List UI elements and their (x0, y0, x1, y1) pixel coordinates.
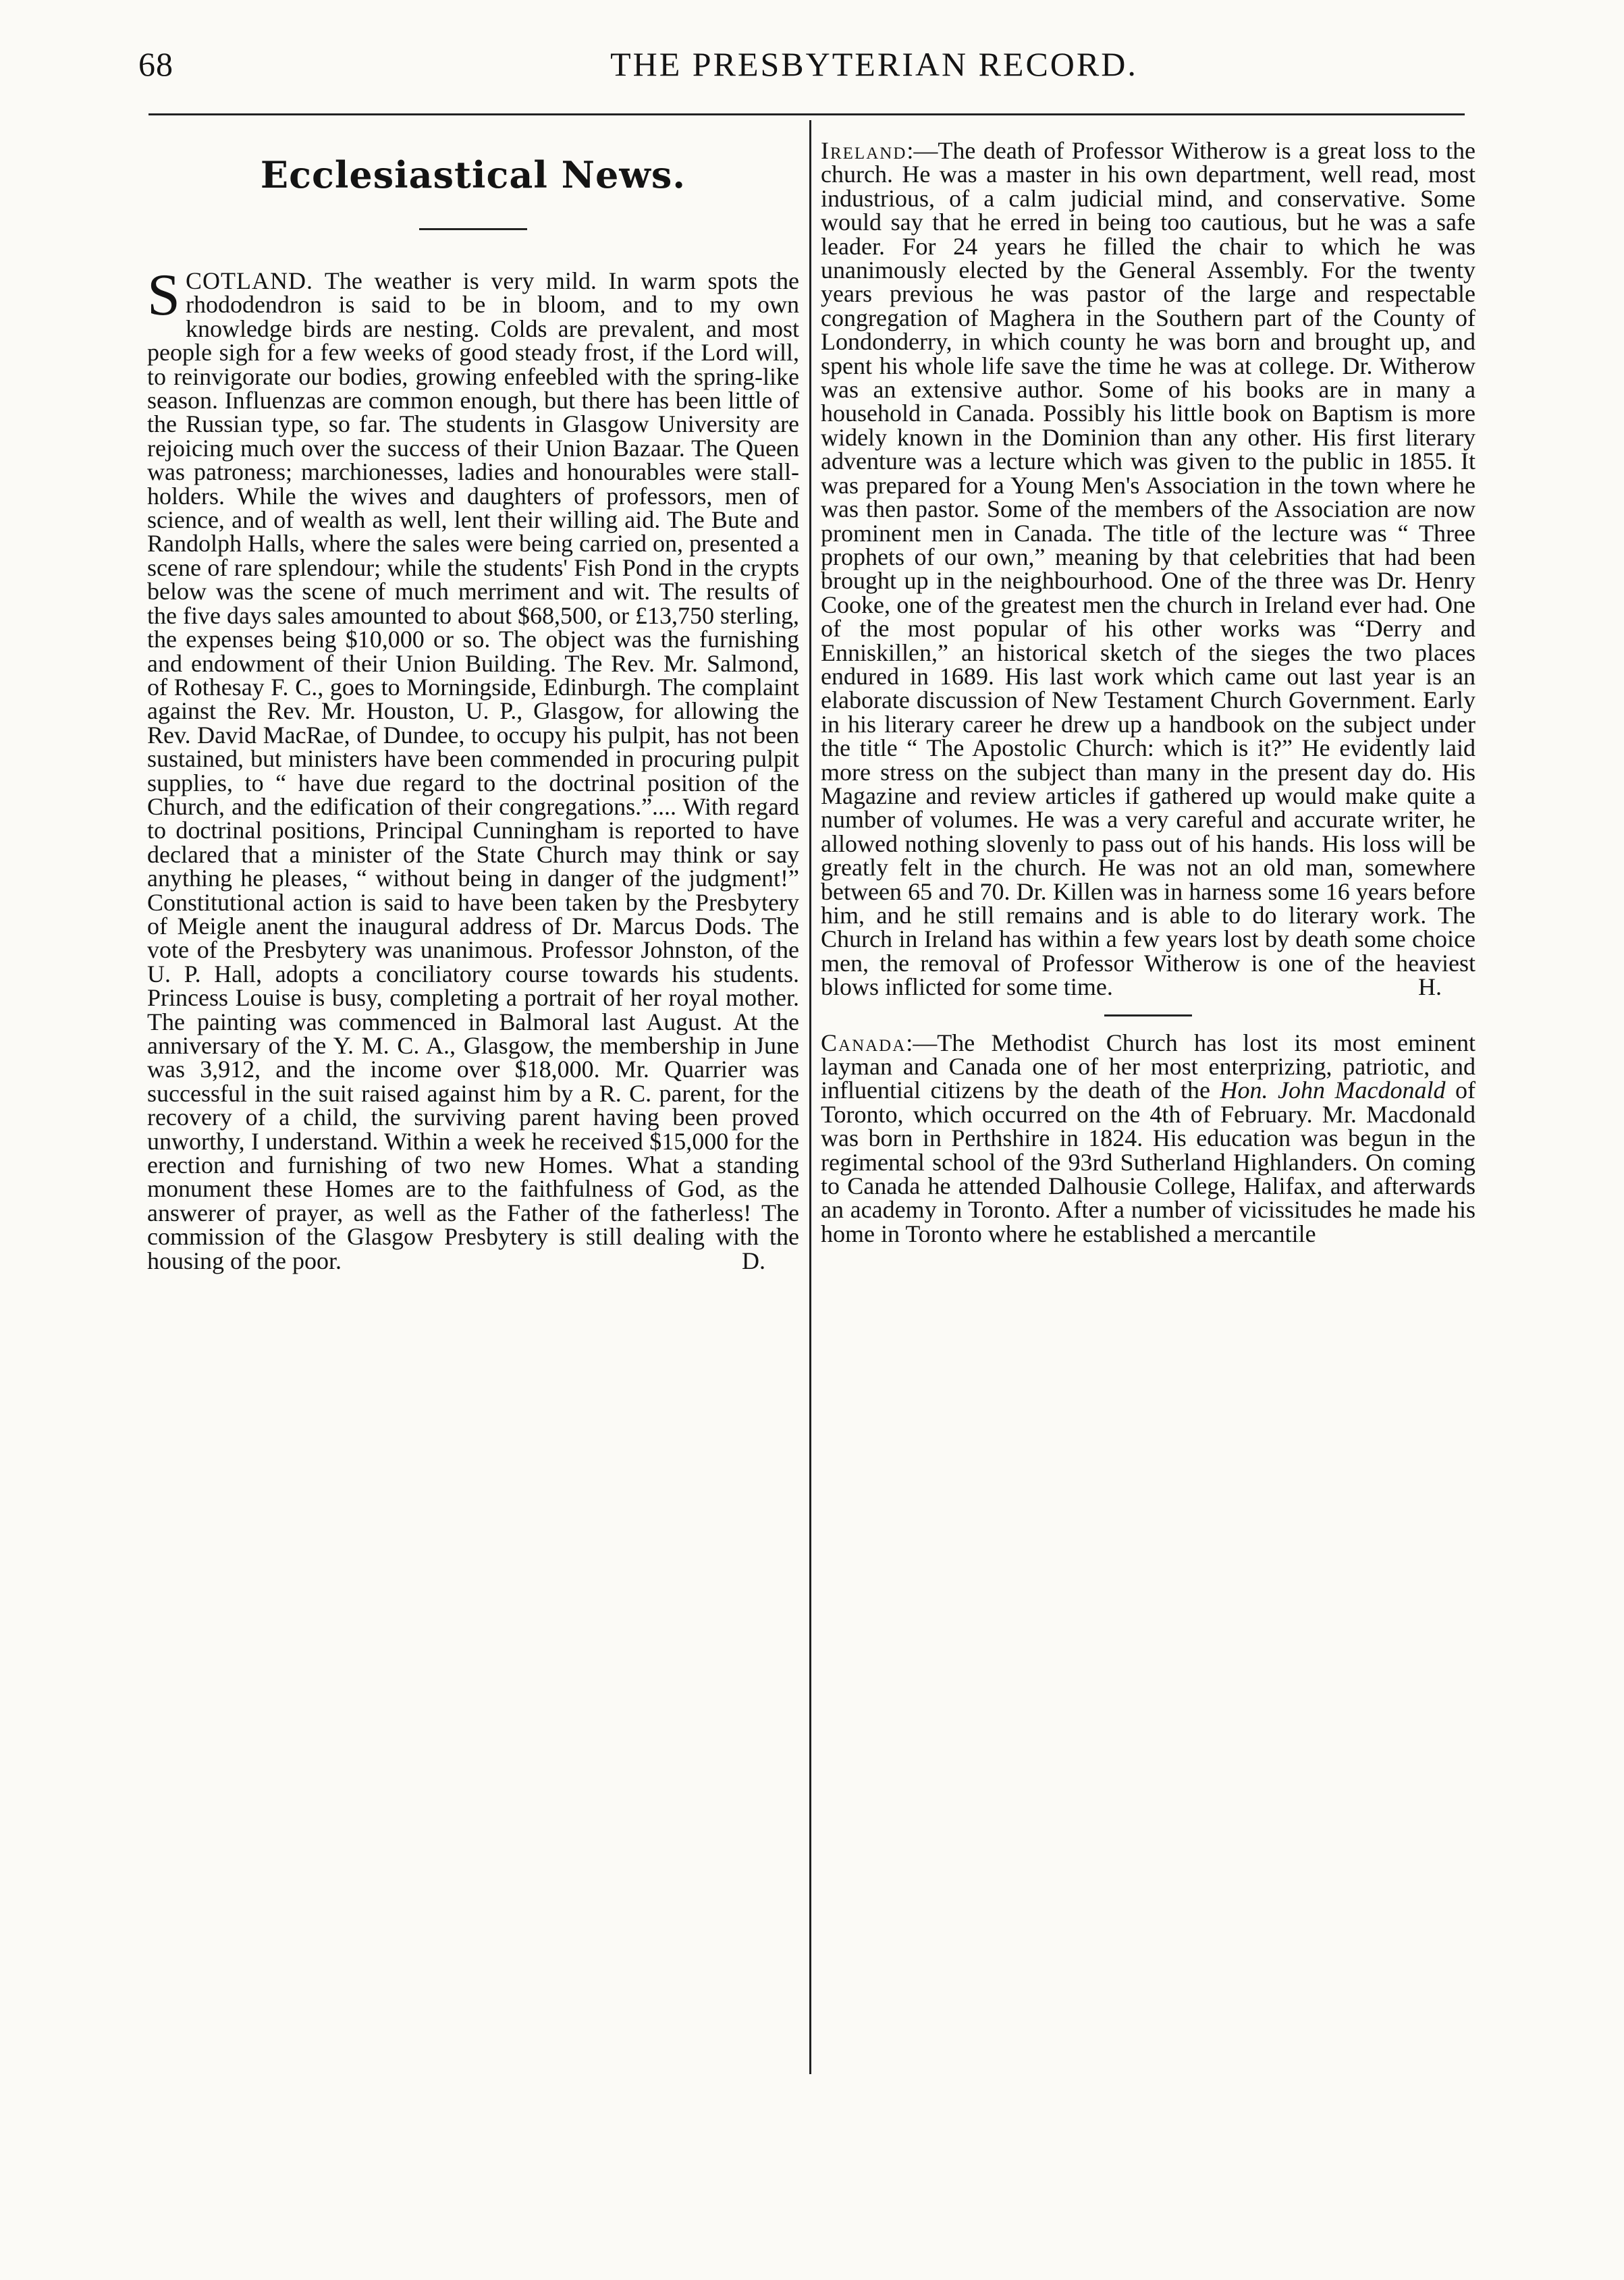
column-divider (809, 120, 811, 2074)
page-number: 68 (138, 45, 173, 83)
ireland-body: :—The death of Professor Witherow is a great loss to the church. He was a master in his own department, well read, most industrious, of a calm judicial mind, and conservative. Some would say that he erred in being too cautious, but he was a safe leader. For 24 years he filled the chair to which he was unanimously elected by the General Assembly. For the twenty years previous he was pastor of the large and respectable congregation of Maghera in the Southern part of the County of Londonderry, in which county he was born and brought up, and spent his whole life save the time he was at college. Dr. Witherow was an extensive author. Some of his books are in many a household in Canada. Possibly his little book on Baptism is more widely known in the Dominion than any other. His first literary adventure was a lecture which was given to the public in 1855. It was prepared for a Young Men's Association in the town where he was then pastor. Some of the members of the Association are now prominent men in Canada. The title of the lecture was “ Three prophets of our own,” meaning by that celebrities that had been brought up in the neighbourhood. One of the three was Dr. Henry Cooke, one of the greatest men the church in Ireland ever had. One of the most popular of his other works was “Derry and Enniskillen,” an historical sketch of the sieges the two places endured in 1689. His last work which came out last year is an elaborate discussion of New Testament Church Government. Early in his literary career he drew up a handbook on the subject under the title “ The Apostolic Church: which is it?” He evidently laid more stress on the subject than many in the present day do. His Magazine and review articles if gathered up would make quite a number of volumes. He was a very careful and accurate writer, he allowed nothing slovenly to pass out of his hands. His loss will be greatly felt in the church. He was not an old man, somewhere between 65 and 70. Dr. Killen was in harness some 16 years before him, and he still remains and is able to do literary work. The Church in Ireland has within a few years lost by death some choice men, the removal of Professor Witherow is one of the heaviest blows inflicted for some time. (821, 139, 1476, 1001)
ireland-paragraph (821, 139, 1476, 1000)
section-title: Ecclesiastical News. (260, 153, 686, 196)
scotland-body: The weather is very mild. In warm spots the rhododendron is said to be in bloom, and to my own knowledge birds are nesting. Colds are prevalent, and most people sigh for a few weeks of good steady frost, if the Lord will, to reinvigorate our bodies, growing enfeebled with the spring-like season. Influenzas are common enough, but there has been little of the Russian type, so far. The students in Glasgow University are rejoicing much over the success of their Union Bazaar. The Queen was patroness; marchionesses, ladies and honourables were stall-holders. While the wives and daughters of professors, men of science, and of wealth as well, lent their willing aid. The Bute and Randolph Halls, where the sales were being carried on, presented a scene of rare splendour; while the students' Fish Pond in the crypts below was the scene of much merriment and wit. The results of the five days sales amounted to about $68,500, or £13,750 sterling, the expenses being $10,000 or so. The object was the furnishing and endowment of their Union Building. The Rev. Mr. Salmond, of Rothesay F. C., goes to Morningside, Edinburgh. The complaint against the Rev. Mr. Houston, U. P., Glasgow, for allowing the Rev. David MacRae, of Dundee, to occupy his pulpit, has not been sustained, but ministers have been commended in procuring pulpit supplies, to “ have due regard to the doctrinal position of the Church, and the edification of their congregations.”.... With regard to doctrinal positions, Principal Cunningham is reported to have declared that a minister of the State Church may think or say anything he pleases, “ without being in danger of the judgment!” Constitutional action is said to have been taken by the Presbytery of Meigle anent the inaugural address of Dr. Marcus Dods. The vote of the Presbytery was unanimous. Professor Johnston, of the U. P. Hall, adopts a conciliatory course towards his students. Princess Louise is busy, completing a portrait of her royal mother. The painting was commenced in Balmoral last August. At the anniversary of the Y. M. C. A., Glasgow, the membership in June was 3,912, and the income over $18,000. Mr. Quarrier was successful in the suit raised against him by a R. C. parent, for the recovery of a child, the surviving parent having been proved unworthy, I understand. Within a week he received $15,000 for the erection and furnishing of two new Homes. What a standing monument these Homes are to the faithfulness of God, as the answerer of prayer, as well as the Father of the fatherless! The commission of the Glasgow Presbytery is still dealing with the housing of the poor. (147, 267, 799, 1274)
canada-paragraph (821, 1031, 1476, 1247)
page-header (138, 45, 1461, 99)
scotland-paragraph (147, 263, 799, 1274)
title-rule (419, 228, 527, 230)
canada-body-end: of Toronto, which occurred on the 4th of February. Mr. Macdonald was born in Perthshire in 1824. His education was begun in the regimental school of the 93rd Sutherland Highlanders. On coming to Canada he attended Dalhousie College, Halifax, and afterwards an academy in Toronto. After a number of vicissitudes he made his home in Toronto where he established a mercantile (821, 1077, 1476, 1247)
running-title: THE PRESBYTERIAN RECORD. (610, 45, 1138, 83)
right-column (821, 139, 1476, 2090)
scotland-signature: D. (742, 1247, 765, 1274)
ireland-lead: Ireland (821, 139, 907, 164)
canada-italic-name: Hon. John Macdonald (1220, 1077, 1446, 1104)
canada-lead: Canada (821, 1029, 906, 1056)
scotland-lead: COTLAND. (185, 267, 313, 294)
section-separator (1104, 1014, 1192, 1016)
header-rule (148, 113, 1465, 115)
drop-cap: S (147, 263, 180, 328)
ireland-signature: H. (1418, 973, 1442, 1001)
left-column (147, 128, 799, 2072)
canada-body-start: :—The Methodist Church has lost its most eminent layman and Canada one of her most enterprizing, patriotic, and influential citizens by the death of the (821, 1029, 1476, 1104)
